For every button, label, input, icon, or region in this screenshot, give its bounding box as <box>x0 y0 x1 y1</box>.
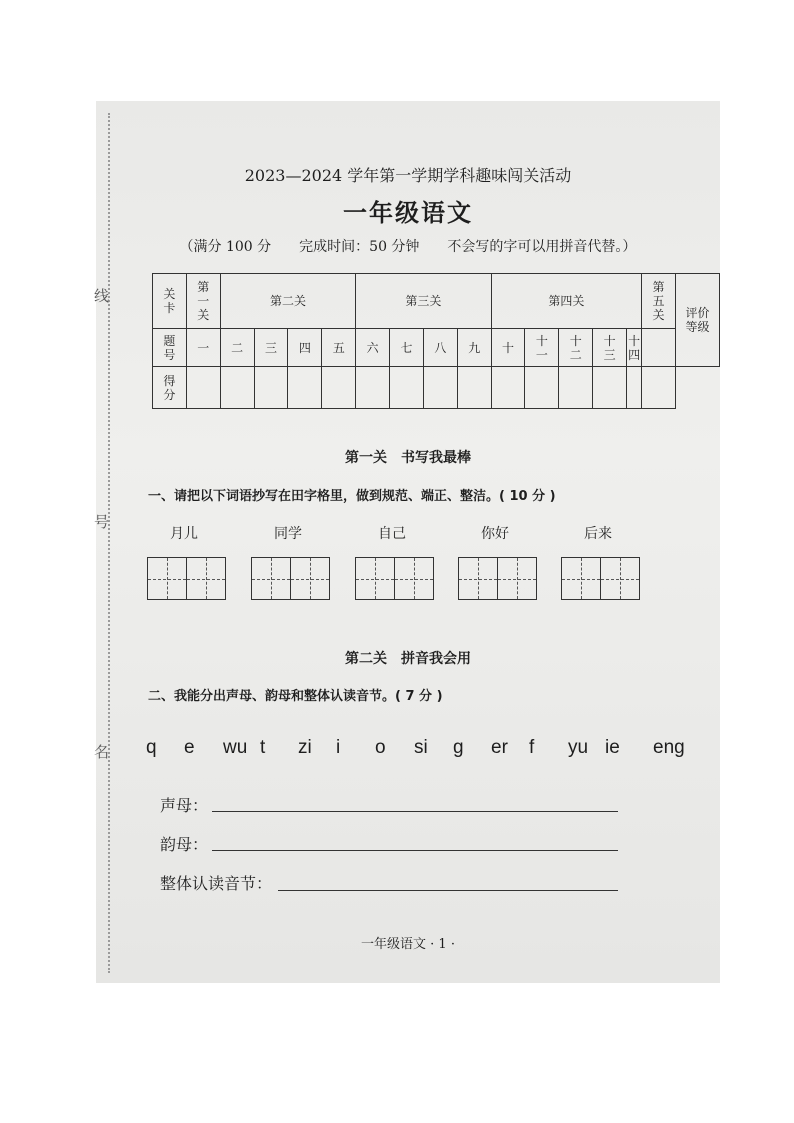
pinyin-syllable: eng <box>653 737 685 758</box>
margin-label-line: 线 <box>94 287 110 305</box>
score-cell[interactable] <box>457 367 491 409</box>
tianzige-grid[interactable] <box>355 557 434 600</box>
qnum-cell: 一 <box>186 329 220 367</box>
score-cell[interactable] <box>491 367 525 409</box>
yunmu-answer-line[interactable] <box>212 850 618 851</box>
margin-label-number: 号 <box>94 513 110 531</box>
score-cell[interactable] <box>356 367 390 409</box>
yunmu-label: 韵母： <box>160 835 209 854</box>
qnum-cell: 八 <box>423 329 457 367</box>
pinyin-syllable: f <box>529 737 535 758</box>
shengmu-answer-line[interactable] <box>212 811 618 812</box>
qnum-cell: 十一 <box>525 329 559 367</box>
qnum-cell: 十 <box>491 329 525 367</box>
page-footer: 一年级语文 · 1 · <box>361 937 455 952</box>
score-table-level-4: 第四关 <box>491 274 641 329</box>
qnum-cell: 二 <box>220 329 254 367</box>
tianzige-grid[interactable] <box>458 557 537 600</box>
copy-word: 后来 <box>584 526 612 542</box>
section-2-question: 二、我能分出声母、韵母和整体认读音节。( 7 分 ) <box>148 689 443 704</box>
exam-paper <box>96 101 720 983</box>
section-1-question: 一、请把以下词语抄写在田字格里，做到规范、端正、整洁。( 10 分 ) <box>148 489 556 504</box>
copy-word: 自己 <box>378 526 406 542</box>
tianzige-grid[interactable] <box>561 557 640 600</box>
pinyin-syllable: e <box>184 737 195 758</box>
copy-word: 你好 <box>481 526 509 542</box>
qnum-cell: 九 <box>457 329 491 367</box>
qnum-cell: 三 <box>254 329 288 367</box>
margin-label-name: 名 <box>94 743 110 761</box>
section-2-title: 第二关 拼音我会用 <box>345 651 471 667</box>
pinyin-syllable: i <box>336 737 341 758</box>
score-cell[interactable] <box>559 367 593 409</box>
pinyin-syllable: o <box>375 737 386 758</box>
qnum-cell: 四 <box>288 329 322 367</box>
score-cell[interactable] <box>322 367 356 409</box>
zhengti-label: 整体认读音节： <box>160 874 273 893</box>
score-table-level-1: 第一关 <box>186 274 220 329</box>
score-cell[interactable] <box>186 367 220 409</box>
pinyin-syllable: zi <box>298 737 312 758</box>
qnum-cell: 六 <box>356 329 390 367</box>
pinyin-syllable: q <box>146 737 157 758</box>
shengmu-label: 声母： <box>160 796 209 815</box>
score-table-score-label: 得分 <box>153 367 187 409</box>
section-1-title: 第一关 书写我最棒 <box>345 450 471 466</box>
pinyin-syllable: si <box>414 737 428 758</box>
score-table-level-5: 第五关 <box>642 274 676 329</box>
qnum-cell: 十四 <box>627 329 642 367</box>
score-cell[interactable] <box>627 367 642 409</box>
score-table-rating: 评价等级 <box>675 274 719 367</box>
rating-cell[interactable] <box>642 367 676 409</box>
zhengti-answer-line[interactable] <box>278 890 618 891</box>
qnum-cell: 七 <box>390 329 424 367</box>
pinyin-syllable: yu <box>568 737 589 758</box>
score-cell[interactable] <box>254 367 288 409</box>
score-table-level-3: 第三关 <box>356 274 491 329</box>
score-cell[interactable] <box>220 367 254 409</box>
tianzige-grid[interactable] <box>147 557 226 600</box>
qnum-cell: 十三 <box>593 329 627 367</box>
tianzige-grid[interactable] <box>251 557 330 600</box>
score-table-qnum-label: 题号 <box>153 329 187 367</box>
pinyin-syllable: g <box>453 737 464 758</box>
exam-instructions: （满分 100 分 完成时间：50 分钟 不会写的字可以用拼音代替。） <box>179 239 637 255</box>
qnum-cell: 十二 <box>559 329 593 367</box>
qnum-cell: 五 <box>322 329 356 367</box>
score-table-level-2: 第二关 <box>220 274 355 329</box>
score-cell[interactable] <box>390 367 424 409</box>
exam-subtitle: 2023—2024 学年第一学期学科趣味闯关活动 <box>244 166 572 185</box>
pinyin-syllable: ie <box>605 737 620 758</box>
score-cell[interactable] <box>288 367 322 409</box>
pinyin-syllable: er <box>491 737 508 758</box>
pinyin-syllable: wu <box>223 737 248 758</box>
pinyin-syllable: t <box>260 737 266 758</box>
score-cell[interactable] <box>423 367 457 409</box>
score-table-header-label: 关卡 <box>153 274 187 329</box>
score-cell[interactable] <box>593 367 627 409</box>
score-cell[interactable] <box>525 367 559 409</box>
score-table <box>152 273 720 409</box>
copy-word: 月儿 <box>170 526 198 542</box>
copy-word: 同学 <box>274 526 302 542</box>
exam-title: 一年级语文 <box>343 198 473 227</box>
